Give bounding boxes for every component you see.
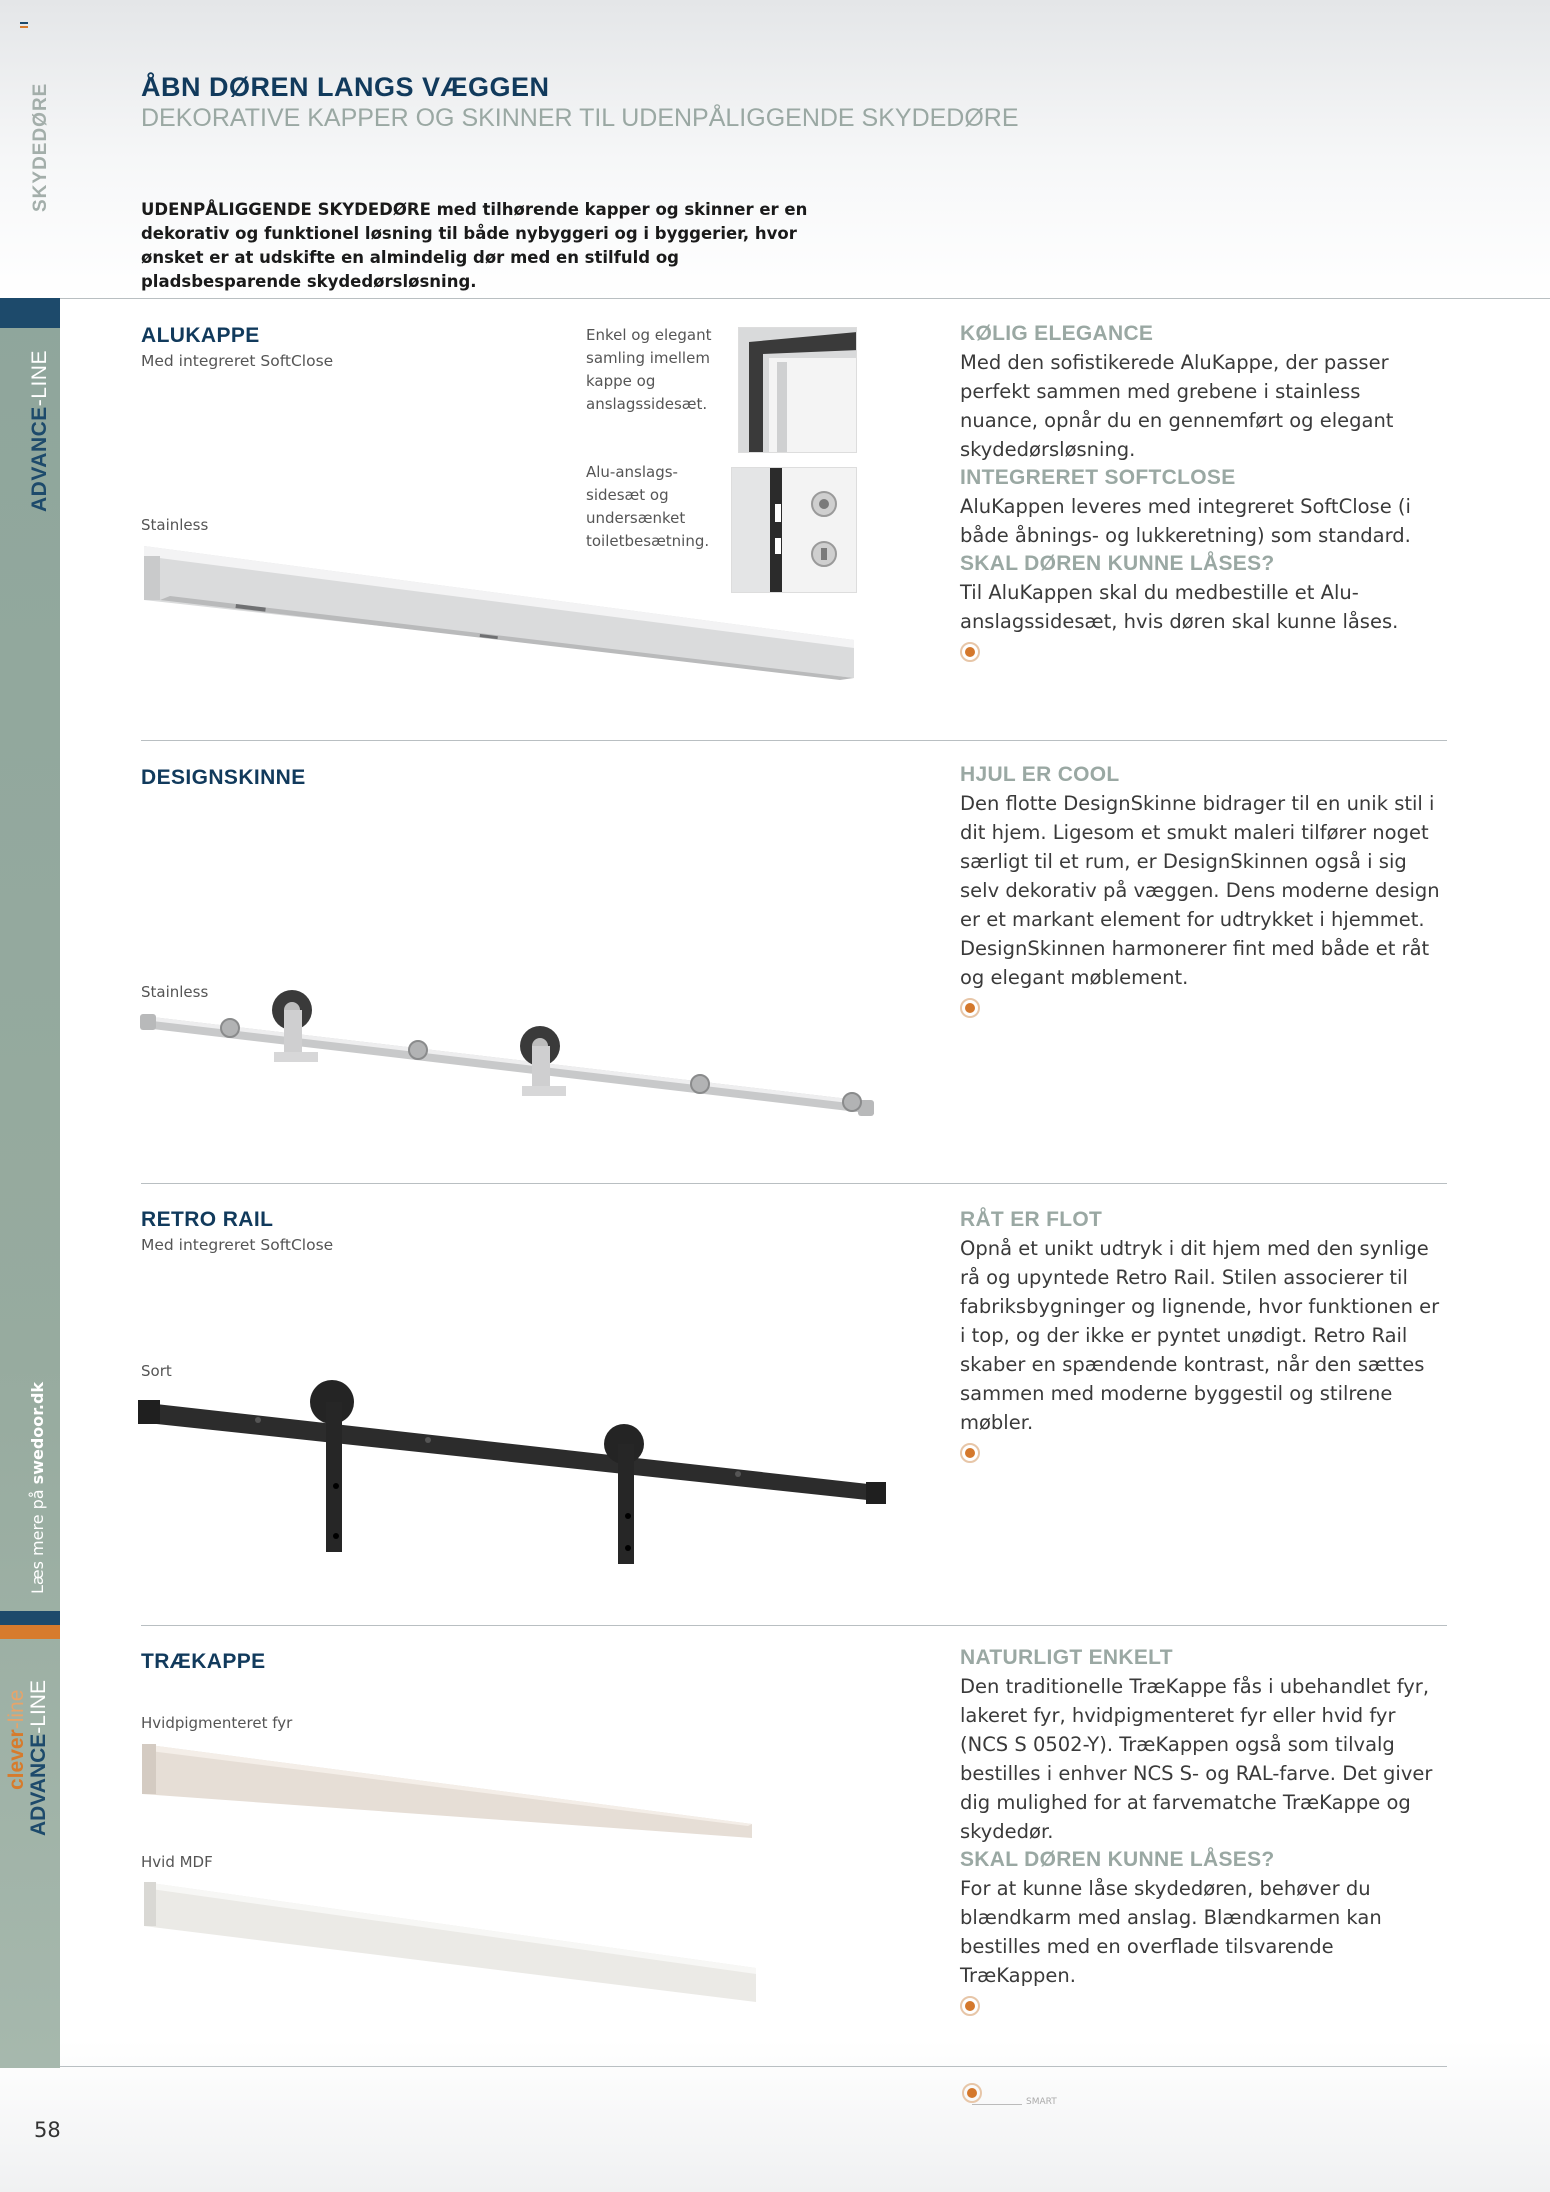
traekappe-product-image-2 bbox=[140, 1880, 760, 2005]
divider-4 bbox=[60, 2066, 1447, 2067]
alukappe-corner-photo bbox=[738, 327, 857, 453]
divider-1 bbox=[141, 740, 1447, 741]
alukappe-heading-1: KØLIG ELEGANCE bbox=[960, 322, 1154, 345]
designskinne-paragraph-1: Den flotte DesignSkinne bidrager til en unik stil i dit hjem. Ligesom et smukt maleri tilfører noget særligt til et rum, er DesignSkinnen også i sig selv dekorativ på væggen. Dens moderne design er et markant element for udtrykket i hjemmet. DesignSkinnen harmonerer fint med både et råt og elegant møblement. bbox=[960, 792, 1440, 989]
retrorail-product-image bbox=[138, 1366, 888, 1576]
sidebar-advance-line bbox=[28, 1680, 50, 1836]
alukappe-product-image bbox=[140, 540, 860, 685]
alukappe-title: ALUKAPPE bbox=[141, 324, 260, 347]
sidebar-website bbox=[28, 1382, 47, 1594]
retrorail-subtitle: Med integreret SoftClose bbox=[141, 1236, 334, 1254]
traekappe-finish-2: Hvid MDF bbox=[141, 1853, 213, 1871]
alukappe-text bbox=[960, 320, 1440, 666]
retrorail-heading-1: RÅT ER FLOT bbox=[960, 1208, 1103, 1231]
retrorail-title: RETRO RAIL bbox=[141, 1208, 274, 1231]
sidebar-accent-blue bbox=[0, 298, 60, 328]
designskinne-product-image bbox=[140, 990, 880, 1120]
alukappe-note-sideset: Alu-anslags-sidesæt og undersænket toiletbesætning. bbox=[586, 463, 710, 550]
retrorail-finish: Sort bbox=[141, 1362, 172, 1380]
page-subtitle: DEKORATIVE KAPPER OG SKINNER TIL UDENPÅLIGGENDE SKYDEDØRE bbox=[141, 104, 1019, 132]
retrorail-text bbox=[960, 1206, 1440, 1467]
alukappe-paragraph-1: Med den sofistikerede AluKappe, der passer perfekt sammen med grebene i stainless nuance, opnår du en gennemført og elegant skydedørsløsning. bbox=[960, 351, 1394, 461]
designskinne-title: DESIGNSKINNE bbox=[141, 766, 306, 789]
traekappe-title: TRÆKAPPE bbox=[141, 1650, 266, 1673]
clever-light: -line bbox=[5, 1689, 28, 1730]
alukappe-paragraph-2: AluKappen leveres med integreret SoftClose (i både åbnings- og lukkeretning) som standard. bbox=[960, 495, 1411, 547]
sidebar-clever-line bbox=[6, 1690, 28, 1790]
line-label-bold: ADVANCE bbox=[28, 406, 51, 512]
traekappe-heading-2: SKAL DØREN KUNNE LÅSES? bbox=[960, 1848, 1275, 1871]
website-link[interactable]: swedoor.dk bbox=[28, 1381, 47, 1485]
designskinne-text bbox=[960, 761, 1440, 1022]
sidebar-line-label bbox=[28, 350, 52, 512]
designskinne-bullet-icon bbox=[960, 998, 980, 1018]
traekappe-paragraph-2: For at kunne låse skydedøren, behøver du blændkarm med anslag. Blændkarmen kan bestilles med en overflade tilsvarende TræKappen. bbox=[960, 1877, 1382, 1987]
traekappe-paragraph-1: Den traditionelle TræKappe fås i ubehandlet fyr, lakeret fyr, hvidpigmenteret fyr eller hvid fyr (NCS S 0502-Y). TræKappen også som tilvalg bestilles i enhver NCS S- og RAL-farve. Det giver dig mulighed for at farvematche TræKappe og skydedør. bbox=[960, 1675, 1433, 1843]
divider-2 bbox=[141, 1183, 1447, 1184]
divider-3 bbox=[141, 1625, 1447, 1626]
alukappe-heading-2: INTEGRERET SOFTCLOSE bbox=[960, 466, 1236, 489]
alukappe-heading-3: SKAL DØREN KUNNE LÅSES? bbox=[960, 552, 1275, 575]
traekappe-product-image-1 bbox=[140, 1742, 760, 1842]
advance-light: -LINE bbox=[27, 1680, 50, 1734]
smart-label: SMART bbox=[1026, 2097, 1057, 2107]
retrorail-bullet-icon bbox=[960, 1443, 980, 1463]
designskinne-heading-1: HJUL ER COOL bbox=[960, 763, 1120, 786]
sidebar-accent-blue-lower bbox=[0, 1611, 60, 1625]
sidebar-category-label: SKYDEDØRE bbox=[30, 82, 51, 212]
alukappe-bullet-icon bbox=[960, 642, 980, 662]
traekappe-finish-1: Hvidpigmenteret fyr bbox=[141, 1714, 293, 1732]
alukappe-finish: Stainless bbox=[141, 516, 209, 534]
traekappe-heading-1: NATURLIGT ENKELT bbox=[960, 1646, 1173, 1669]
alukappe-paragraph-3: Til AluKappen skal du medbestille et Alu-anslagssidesæt, hvis døren skal kunne låses. bbox=[960, 581, 1399, 633]
retrorail-paragraph-1: Opnå et unikt udtryk i dit hjem med den synlige rå og upyntede Retro Rail. Stilen associerer til fabriksbygninger og lignende, hvor funktionen er i top, og der ikke er pyntet unødigt. Retro Rail skaber en spændende kontrast, når den sættes sammen med moderne byggestil og stilrene møbler. bbox=[960, 1237, 1440, 1434]
intro-paragraph: UDENPÅLIGGENDE SKYDEDØRE med tilhørende kapper og skinner er en dekorativ og funktionel løsning til både nybyggeri og i byggerier, hvor ønsket er at udskifte en almindelig dør med en stilfuld og pladsbesparende skydedørsløsning. bbox=[141, 200, 808, 291]
page-title: ÅBN DØREN LANGS VÆGGEN bbox=[141, 72, 550, 102]
smart-bullet-icon bbox=[962, 2083, 982, 2103]
line-label-light: -LINE bbox=[28, 350, 51, 407]
designskinne-finish: Stainless bbox=[141, 983, 209, 1001]
alukappe-subtitle: Med integreret SoftClose bbox=[141, 352, 334, 370]
alukappe-note-joint: Enkel og elegant samling imellem kappe og anslagssidesæt. bbox=[586, 326, 712, 413]
website-prefix: Læs mere på bbox=[28, 1484, 47, 1594]
clever-bold: clever bbox=[5, 1729, 28, 1790]
divider-header bbox=[60, 298, 1550, 299]
smart-line bbox=[972, 2104, 1022, 2105]
advance-bold: ADVANCE bbox=[27, 1733, 50, 1836]
page-number: 58 bbox=[34, 2118, 61, 2142]
traekappe-bullet-icon bbox=[960, 1996, 980, 2016]
traekappe-text bbox=[960, 1644, 1440, 2020]
sidebar-accent-orange bbox=[0, 1625, 60, 1639]
brand-mark-icon bbox=[20, 22, 28, 28]
